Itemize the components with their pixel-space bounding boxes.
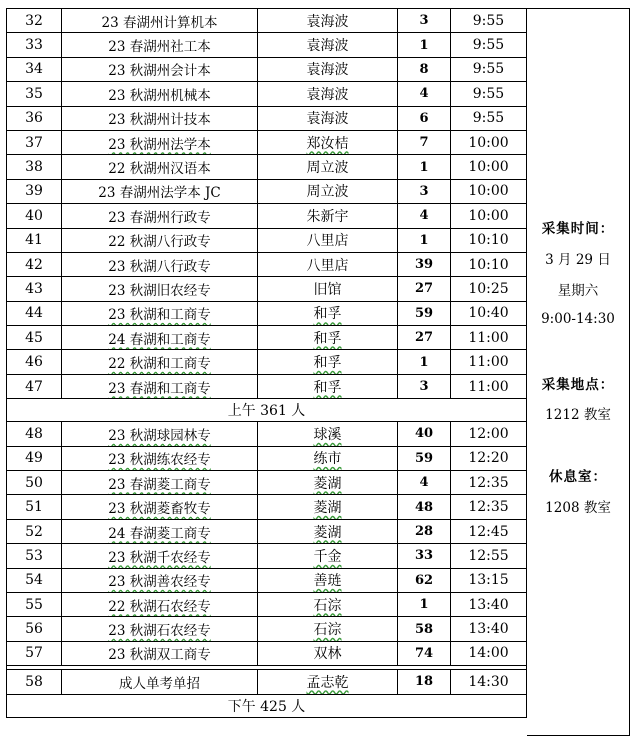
row-teacher	[258, 252, 398, 276]
row-count: 3	[398, 9, 451, 33]
row-teacher	[258, 57, 398, 81]
row-no: 36	[7, 106, 62, 130]
row-teacher	[258, 82, 398, 106]
row-no: 46	[7, 350, 62, 374]
row-class-text: 23 春湖菱工商专	[108, 476, 211, 493]
row-class	[62, 641, 258, 665]
row-time: 9:55	[451, 57, 527, 81]
afternoon-total-row	[7, 694, 527, 717]
row-class	[62, 374, 258, 398]
row-time: 14:30	[451, 670, 527, 694]
row-time: 11:00	[451, 326, 527, 350]
row-class-text: 22 秋湖和工商专	[108, 356, 211, 373]
collect-weekday: 星期六	[557, 283, 599, 299]
row-class-text: 23 秋湖千农经专	[108, 549, 211, 566]
row-count: 59	[398, 301, 451, 325]
table-row	[7, 204, 527, 228]
row-no: 39	[7, 179, 62, 203]
row-time: 14:00	[451, 641, 527, 665]
row-class	[62, 106, 258, 130]
row-class-text: 22 秋湖八行政专	[108, 234, 211, 251]
row-no: 53	[7, 544, 62, 568]
row-teacher	[258, 33, 398, 57]
row-teacher-text: 八里店	[306, 233, 349, 250]
row-no: 41	[7, 228, 62, 252]
row-time: 10:00	[451, 179, 527, 203]
row-teacher-text: 和孚	[313, 306, 342, 323]
row-time: 11:00	[451, 350, 527, 374]
row-count: 1	[398, 228, 451, 252]
table-row	[7, 9, 527, 33]
row-class	[62, 179, 258, 203]
rest-label: 休息室：	[549, 469, 607, 485]
row-teacher	[258, 471, 398, 495]
row-time: 10:00	[451, 155, 527, 179]
row-teacher-text: 石淙	[313, 597, 342, 614]
row-teacher	[258, 228, 398, 252]
row-no: 50	[7, 471, 62, 495]
row-no: 48	[7, 422, 62, 446]
row-class	[62, 57, 258, 81]
row-teacher-text: 八里店	[306, 257, 349, 274]
row-time: 10:00	[451, 130, 527, 154]
row-time: 9:55	[451, 9, 527, 33]
row-no: 51	[7, 495, 62, 519]
row-class	[62, 592, 258, 616]
row-no: 35	[7, 82, 62, 106]
row-no: 43	[7, 277, 62, 301]
table-row	[7, 592, 527, 616]
table-row	[7, 544, 527, 568]
row-teacher-text: 朱新宇	[306, 208, 349, 225]
table-row	[7, 495, 527, 519]
row-teacher	[258, 592, 398, 616]
row-time: 12:55	[451, 544, 527, 568]
row-time: 9:55	[451, 33, 527, 57]
row-count: 48	[398, 495, 451, 519]
row-class-text: 23 春湖州法学本 JC	[98, 185, 221, 202]
row-class-text: 24 春湖菱工商专	[108, 525, 211, 542]
row-teacher	[258, 301, 398, 325]
row-teacher-text: 旧馆	[313, 281, 342, 298]
schedule-table	[6, 8, 527, 718]
row-class	[62, 495, 258, 519]
row-class-text: 23 秋湖菱畜牧专	[108, 501, 211, 518]
row-no: 55	[7, 592, 62, 616]
row-class-text: 24 春湖和工商专	[108, 331, 211, 348]
row-class-text: 23 秋湖州计技本	[108, 112, 211, 129]
morning-total: 上午 361 人	[7, 399, 527, 422]
row-teacher-text: 练市	[313, 451, 342, 468]
row-teacher	[258, 544, 398, 568]
row-class-text: 23 秋湖旧农经专	[108, 282, 211, 299]
row-class	[62, 568, 258, 592]
row-count: 27	[398, 326, 451, 350]
row-class	[62, 301, 258, 325]
row-class: 成人单考单招	[62, 670, 258, 694]
table-row	[7, 228, 527, 252]
afternoon-total: 下午 425 人	[7, 694, 527, 717]
row-count: 28	[398, 519, 451, 543]
table-row	[7, 670, 527, 694]
row-teacher	[258, 106, 398, 130]
row-no: 40	[7, 204, 62, 228]
row-time: 10:10	[451, 228, 527, 252]
table-row	[7, 301, 527, 325]
table-row	[7, 617, 527, 641]
row-count: 1	[398, 592, 451, 616]
row-class-text: 23 秋湖球园林专	[108, 427, 211, 444]
row-time: 10:40	[451, 301, 527, 325]
row-no: 56	[7, 617, 62, 641]
row-teacher	[258, 422, 398, 446]
row-class	[62, 326, 258, 350]
row-count: 18	[398, 670, 451, 694]
row-class-text: 23 春湖州行政专	[108, 209, 211, 226]
row-teacher-text: 袁海波	[306, 62, 349, 79]
row-time: 10:25	[451, 277, 527, 301]
row-no: 58	[7, 670, 62, 694]
row-class-text: 23 春湖州计算机本	[101, 14, 218, 31]
row-class-text: 23 秋湖州机械本	[108, 87, 211, 104]
row-teacher	[258, 204, 398, 228]
row-teacher-text: 袁海波	[306, 38, 349, 55]
afternoon-rows	[7, 422, 527, 666]
row-time: 10:00	[451, 204, 527, 228]
row-class	[62, 82, 258, 106]
table-row	[7, 326, 527, 350]
row-class	[62, 155, 258, 179]
row-teacher	[258, 568, 398, 592]
collect-time-label: 采集时间：	[541, 221, 615, 237]
row-time: 12:45	[451, 519, 527, 543]
row-teacher-text: 和孚	[313, 379, 342, 396]
row-time: 12:20	[451, 446, 527, 470]
row-class-text: 22 秋湖石农经专	[108, 598, 211, 615]
table-row	[7, 446, 527, 470]
row-no: 34	[7, 57, 62, 81]
row-no: 32	[7, 9, 62, 33]
row-teacher	[258, 495, 398, 519]
row-teacher-text: 孟志乾	[306, 674, 349, 691]
row-teacher	[258, 670, 398, 694]
table-row	[7, 277, 527, 301]
table-row	[7, 130, 527, 154]
row-teacher-text: 郑汝桔	[306, 135, 349, 152]
row-no: 42	[7, 252, 62, 276]
row-teacher-text: 石淙	[313, 622, 342, 639]
row-no: 38	[7, 155, 62, 179]
table-row	[7, 471, 527, 495]
table-row	[7, 422, 527, 446]
row-no: 33	[7, 33, 62, 57]
row-no: 54	[7, 568, 62, 592]
row-count: 74	[398, 641, 451, 665]
row-count: 3	[398, 179, 451, 203]
row-class	[62, 446, 258, 470]
info-panel	[527, 8, 630, 736]
row-count: 4	[398, 204, 451, 228]
morning-rows	[7, 9, 527, 399]
row-teacher-text: 菱湖	[313, 475, 342, 492]
row-teacher	[258, 179, 398, 203]
row-class	[62, 204, 258, 228]
row-class	[62, 617, 258, 641]
table-row	[7, 641, 527, 665]
row-no: 47	[7, 374, 62, 398]
table-row	[7, 252, 527, 276]
row-no: 45	[7, 326, 62, 350]
row-class	[62, 519, 258, 543]
row-count: 1	[398, 33, 451, 57]
row-teacher-text: 袁海波	[306, 13, 349, 30]
row-class-text: 23 秋湖善农经专	[108, 574, 211, 591]
row-teacher-text: 菱湖	[313, 524, 342, 541]
row-class	[62, 471, 258, 495]
row-teacher	[258, 374, 398, 398]
morning-total-row	[7, 399, 527, 422]
row-class	[62, 228, 258, 252]
row-count: 59	[398, 446, 451, 470]
row-teacher	[258, 326, 398, 350]
row-no: 44	[7, 301, 62, 325]
place-label: 采集地点：	[541, 377, 615, 393]
row-teacher-text: 球溪	[313, 426, 342, 443]
table-row	[7, 519, 527, 543]
row-class-text: 22 秋湖州汉语本	[108, 161, 211, 178]
table-row	[7, 179, 527, 203]
row-class-text: 23 秋湖州会计本	[108, 63, 211, 80]
collect-date: 3 月 29 日	[545, 252, 611, 268]
row-no: 37	[7, 130, 62, 154]
row-time: 12:35	[451, 471, 527, 495]
table-row	[7, 568, 527, 592]
row-time: 12:00	[451, 422, 527, 446]
row-class-text: 23 秋湖练农经专	[108, 452, 211, 469]
table-row	[7, 57, 527, 81]
rest-value: 1208 教室	[545, 500, 611, 516]
row-teacher-text: 双林	[313, 646, 342, 663]
row-teacher-text: 和孚	[313, 330, 342, 347]
place-value: 1212 教室	[545, 407, 611, 423]
table-row	[7, 82, 527, 106]
row-teacher-text: 周立波	[306, 184, 349, 201]
row-time: 9:55	[451, 82, 527, 106]
row-count: 7	[398, 130, 451, 154]
row-time: 13:40	[451, 592, 527, 616]
row-teacher	[258, 130, 398, 154]
row-teacher	[258, 519, 398, 543]
row-time: 13:15	[451, 568, 527, 592]
row-class-text: 23 春湖州社工本	[108, 39, 211, 56]
row-count: 6	[398, 106, 451, 130]
row-teacher-text: 袁海波	[306, 86, 349, 103]
row-class-text: 23 秋湖双工商专	[108, 647, 211, 664]
table-row	[7, 374, 527, 398]
row-time: 10:10	[451, 252, 527, 276]
row-count: 58	[398, 617, 451, 641]
table-row	[7, 155, 527, 179]
row-count: 40	[398, 422, 451, 446]
row-teacher	[258, 617, 398, 641]
row-count: 3	[398, 374, 451, 398]
row-class	[62, 277, 258, 301]
row-time: 12:35	[451, 495, 527, 519]
row-teacher	[258, 9, 398, 33]
row-no: 49	[7, 446, 62, 470]
row-class	[62, 252, 258, 276]
row-count: 8	[398, 57, 451, 81]
row-time: 11:00	[451, 374, 527, 398]
row-class-text: 23 秋湖州法学本	[108, 136, 211, 153]
row-teacher-text: 袁海波	[306, 111, 349, 128]
row-class	[62, 422, 258, 446]
row-no: 52	[7, 519, 62, 543]
row-count: 39	[398, 252, 451, 276]
row-class-text: 23 春湖和工商专	[108, 380, 211, 397]
row-count: 62	[398, 568, 451, 592]
table-row	[7, 106, 527, 130]
row-teacher	[258, 446, 398, 470]
row-count: 4	[398, 471, 451, 495]
row-teacher-text: 善琏	[313, 573, 342, 590]
table-row	[7, 350, 527, 374]
row-class	[62, 350, 258, 374]
row-time: 13:40	[451, 617, 527, 641]
collect-hours: 9:00-14:30	[541, 311, 615, 327]
row-class	[62, 33, 258, 57]
row-class-text: 23 秋湖和工商专	[108, 307, 211, 324]
row-teacher	[258, 350, 398, 374]
row-count: 4	[398, 82, 451, 106]
row-count: 33	[398, 544, 451, 568]
row-teacher-text: 周立波	[306, 160, 349, 177]
row-teacher	[258, 277, 398, 301]
row-count: 27	[398, 277, 451, 301]
row-count: 1	[398, 155, 451, 179]
row-class	[62, 9, 258, 33]
row-teacher	[258, 641, 398, 665]
row-teacher-text: 菱湖	[313, 500, 342, 517]
row-count: 1	[398, 350, 451, 374]
row-teacher	[258, 155, 398, 179]
row-class-text: 23 秋湖八行政专	[108, 258, 211, 275]
row-time: 9:55	[451, 106, 527, 130]
row-teacher-text: 千金	[313, 548, 342, 565]
table-row	[7, 33, 527, 57]
row-teacher-text: 和孚	[313, 355, 342, 372]
row-class	[62, 130, 258, 154]
row-class	[62, 544, 258, 568]
row-class-text: 23 秋湖石农经专	[108, 623, 211, 640]
row-no: 57	[7, 641, 62, 665]
